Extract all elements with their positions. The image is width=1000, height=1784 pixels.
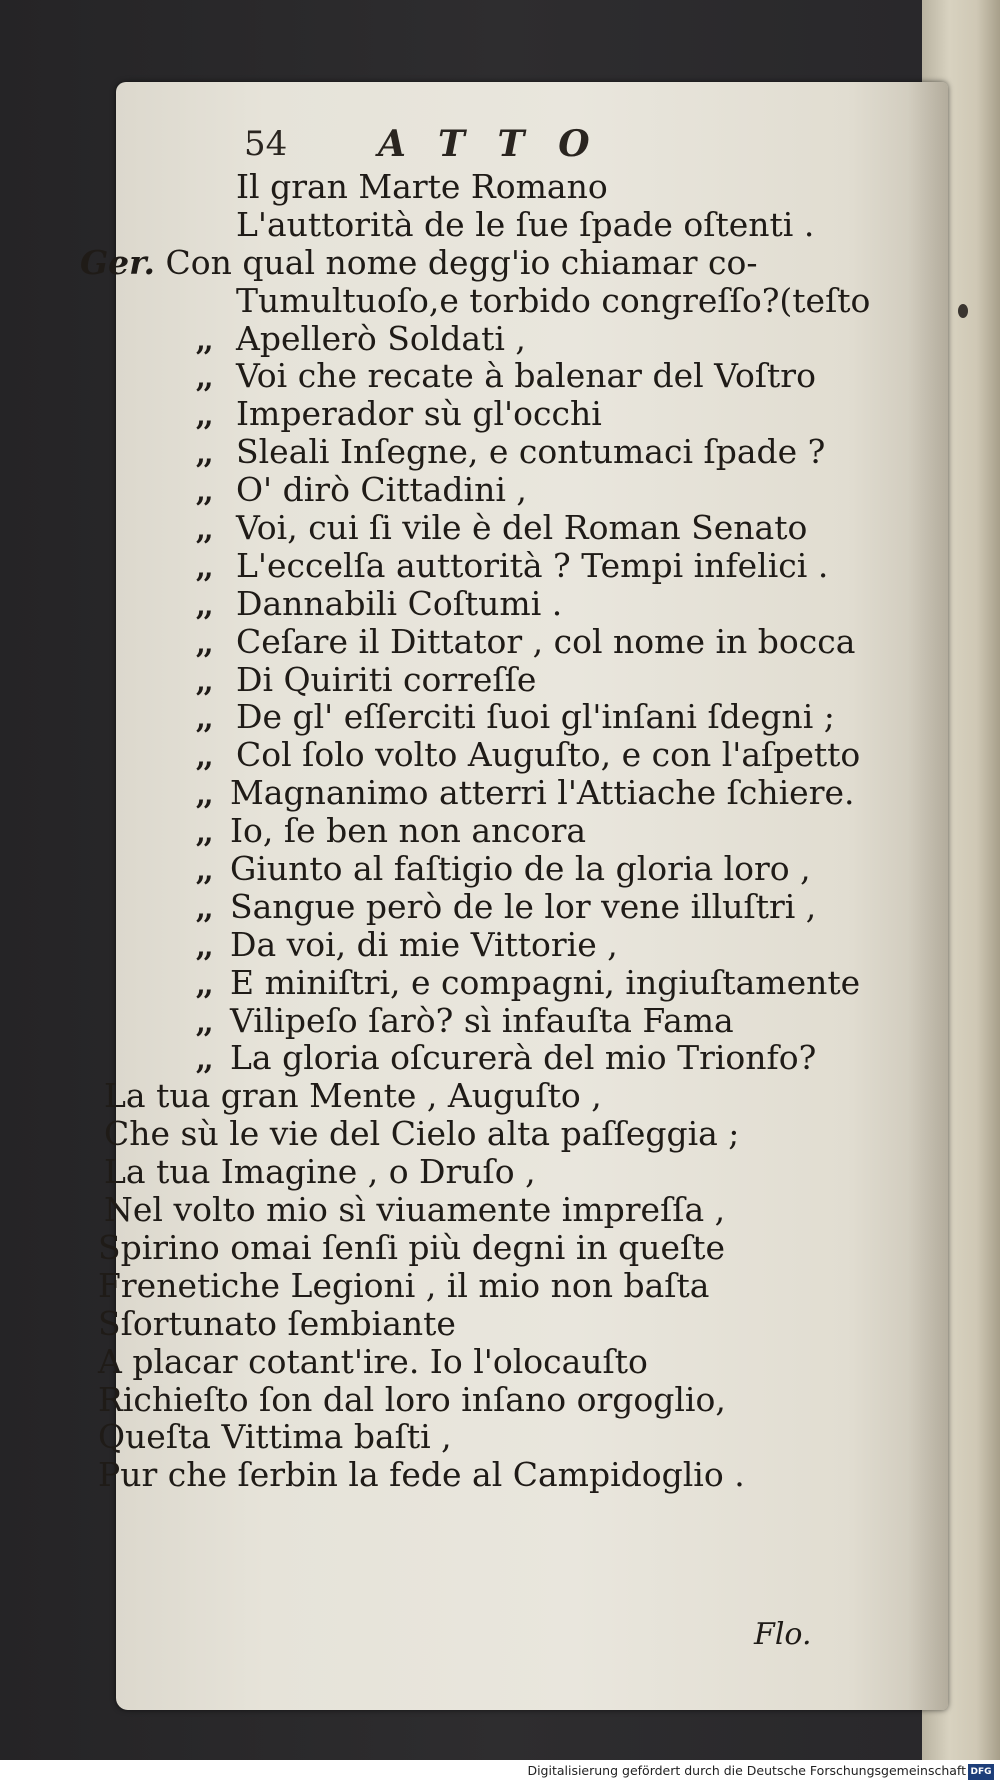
line-body: Io, ſe ben non ancora: [230, 811, 587, 851]
text-line: [116, 585, 948, 623]
text-line: [116, 850, 948, 888]
quotation-mark: ,,: [196, 1005, 212, 1039]
text-line: [104, 1152, 948, 1192]
line-text: [104, 1115, 739, 1153]
dfg-logo: DFG: [968, 1764, 994, 1780]
quotation-mark: ,,: [196, 929, 212, 963]
text-line: [116, 206, 948, 244]
line-body: E miniſtri, e compagni, ingiuſtamente: [230, 962, 861, 1002]
quotation-mark: ,,: [196, 626, 212, 660]
line-body: Col ſolo volto Auguſto, e con l'aſpetto: [236, 735, 861, 775]
text-line: [116, 888, 948, 926]
line-text: [230, 774, 855, 812]
line-body: Sſortunato ſembiante: [98, 1303, 456, 1343]
line-body: La tua Imagine , o Druſo ,: [104, 1152, 536, 1192]
line-text: [98, 1418, 452, 1456]
text-line: [116, 433, 948, 471]
line-text: [104, 1153, 536, 1191]
line-text: [236, 736, 860, 774]
text-line: [98, 1379, 948, 1419]
text-line: [116, 964, 948, 1002]
text-line: [116, 320, 948, 358]
line-body: La tua gran Mente , Auguſto ,: [104, 1076, 602, 1116]
line-text: [236, 320, 526, 358]
text-line: [98, 1417, 948, 1457]
text-line: [116, 1002, 948, 1040]
line-body: Spirino omai ſenſi più degni in queſte: [98, 1227, 726, 1267]
line-body: Sleali Inſegne, e contumaci ſpade ?: [236, 432, 826, 472]
line-text: [236, 433, 825, 471]
line-text: [236, 168, 608, 206]
line-text: [236, 623, 855, 661]
line-text: [236, 395, 602, 433]
line-text: [236, 661, 536, 699]
quotation-mark: ,,: [196, 399, 212, 433]
line-body: Con qual nome degg'io chiamar co-: [165, 242, 758, 282]
quotation-mark: ,,: [196, 475, 212, 509]
line-text: [230, 812, 586, 850]
line-text: [80, 244, 758, 282]
line-body: Richieſto ſon dal loro inſano orgoglio,: [98, 1379, 726, 1419]
quotation-mark: ,,: [196, 967, 212, 1001]
quotation-mark: ,,: [196, 361, 212, 395]
line-body: A placar cotant'ire. Io l'olocauſto: [98, 1341, 648, 1381]
quotation-mark: ,,: [196, 702, 212, 736]
text-line: [116, 547, 948, 585]
line-text: [230, 850, 811, 888]
text-line: [116, 926, 948, 964]
text-line: [116, 661, 948, 699]
text-line: [116, 471, 948, 509]
line-body: La gloria oſcurerà del mio Trionfo?: [230, 1038, 817, 1078]
line-body: L'auttorità de le ſue ſpade oſtenti .: [236, 204, 815, 244]
line-body: Dannabili Coſtumi .: [236, 583, 563, 623]
text-line: [104, 1114, 948, 1154]
line-text: [230, 888, 816, 926]
line-body: Apellerò Soldati ,: [236, 318, 526, 358]
line-text: [236, 585, 562, 623]
text-line: [116, 282, 948, 320]
line-body: Voi che recate à balenar del Voſtro: [236, 356, 816, 396]
line-body: Vilipeſo ſarò? sì infauſta Fama: [230, 1000, 734, 1040]
line-body: Ceſare il Dittator , col nome in bocca: [236, 621, 856, 661]
line-text: [236, 698, 835, 736]
quotation-mark: ,,: [196, 740, 212, 774]
text-line: [116, 509, 948, 547]
line-body: Imperador sù gl'occhi: [236, 394, 602, 434]
verse-text: [80, 167, 948, 1495]
book-page: [80, 82, 948, 1710]
line-text: [98, 1267, 709, 1305]
funding-credit: Digitalisierung gefördert durch die Deutsche Forschungsgemeinschaft: [527, 1763, 966, 1778]
line-text: [236, 471, 527, 509]
line-body: Frenetiche Legioni , il mio non baſta: [98, 1265, 710, 1305]
line-text: [236, 547, 828, 585]
text-line: [116, 395, 948, 433]
text-line: [116, 1039, 948, 1077]
text-line: [80, 242, 948, 282]
line-body: L'eccelſa auttorità ? Tempi infelici .: [236, 545, 829, 585]
quotation-mark: ,,: [196, 778, 212, 812]
text-line: [104, 1190, 948, 1230]
text-line: [98, 1455, 948, 1495]
line-body: Che sù le vie del Cielo alta paſſeggia ;: [104, 1114, 740, 1154]
line-text: [104, 1191, 725, 1229]
line-body: Giunto al faſtigio de la gloria loro ,: [230, 849, 811, 889]
text-line: [104, 1076, 948, 1116]
line-text: [230, 964, 860, 1002]
line-text: [98, 1343, 648, 1381]
line-text: [230, 926, 618, 964]
running-head: ATTO: [378, 123, 624, 165]
ink-speck: [958, 304, 968, 318]
line-body: De gl' eſſerciti ſuoi gl'inſani ſdegni ;: [236, 697, 835, 737]
text-line: [98, 1303, 948, 1343]
quotation-mark: ,,: [196, 664, 212, 698]
speaker-label: Ger.: [80, 242, 156, 282]
line-text: [98, 1229, 725, 1267]
line-body: Magnanimo atterri l'Attiache ſchiere.: [230, 773, 855, 813]
line-text: [98, 1456, 745, 1494]
text-line: [116, 357, 948, 395]
line-text: [230, 1002, 734, 1040]
line-body: Tumultuoſo,e torbido congreſſo?(teſto: [236, 280, 871, 320]
quotation-mark: ,,: [196, 323, 212, 357]
text-line: [116, 623, 948, 661]
line-body: Pur che ſerbin la fede al Campidoglio .: [98, 1455, 745, 1495]
line-text: [230, 1039, 816, 1077]
line-body: Di Quiriti correſſe: [236, 659, 537, 699]
catchword: Flo.: [754, 1617, 812, 1652]
line-text: [236, 206, 814, 244]
quotation-mark: ,,: [196, 513, 212, 547]
line-body: Queſta Vittima baſti ,: [98, 1417, 452, 1457]
line-text: [236, 357, 816, 395]
quotation-mark: ,,: [196, 1043, 212, 1077]
text-line: [116, 812, 948, 850]
quotation-mark: ,,: [196, 891, 212, 925]
page-header: [116, 122, 948, 168]
quotation-mark: ,,: [196, 550, 212, 584]
line-text: [236, 282, 870, 320]
line-text: [104, 1077, 602, 1115]
text-line: [116, 168, 948, 206]
line-body: Il gran Marte Romano: [236, 167, 608, 206]
line-text: [98, 1305, 456, 1343]
text-line: [98, 1265, 948, 1305]
quotation-mark: ,,: [196, 816, 212, 850]
line-body: O' dirò Cittadini ,: [236, 470, 527, 510]
footer-bar: [0, 1760, 1000, 1784]
line-body: Voi, cui ſi vile è del Roman Senato: [236, 508, 808, 548]
line-body: Da voi, di mie Vittorie ,: [230, 924, 618, 964]
page-number: 54: [244, 124, 288, 164]
line-body: Nel volto mio sì viuamente impreſſa ,: [104, 1190, 726, 1230]
line-text: [98, 1381, 726, 1419]
text-line: [98, 1227, 948, 1267]
text-line: [116, 774, 948, 812]
quotation-mark: ,,: [196, 854, 212, 888]
quotation-mark: ,,: [196, 437, 212, 471]
quotation-mark: ,,: [196, 588, 212, 622]
text-line: [98, 1341, 948, 1381]
line-body: Sangue però de le lor vene illuſtri ,: [230, 886, 817, 926]
text-line: [116, 698, 948, 736]
line-text: [236, 509, 807, 547]
text-line: [116, 736, 948, 774]
